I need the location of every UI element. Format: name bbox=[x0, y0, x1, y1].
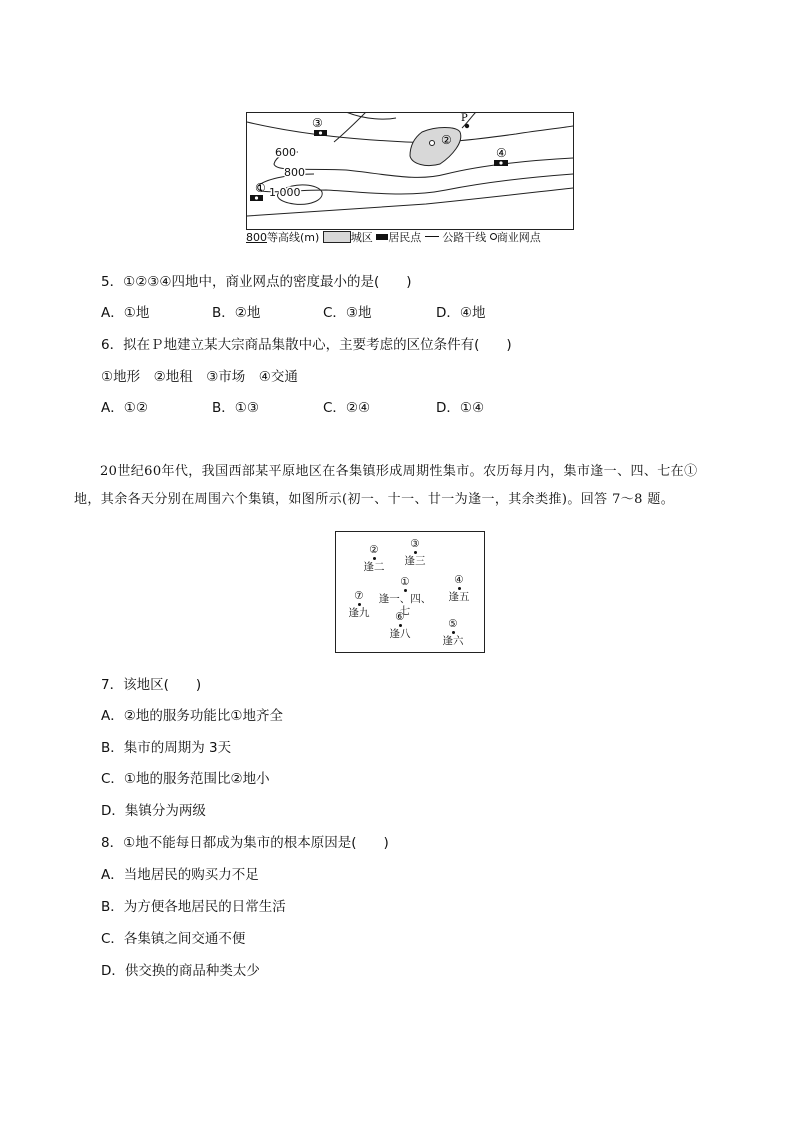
site-2-label: ② bbox=[441, 133, 452, 147]
q8-option-b: B．为方便各地居民的日常生活 bbox=[101, 899, 286, 915]
site-3-label: ③ bbox=[312, 116, 323, 130]
passage bbox=[74, 458, 722, 514]
q7-option-c: C．①地的服务范围比②地小 bbox=[101, 771, 270, 787]
legend-commercial: 商业网点 bbox=[496, 231, 541, 244]
legend-commercial-swatch bbox=[490, 233, 497, 240]
town-4-number: ④ bbox=[454, 574, 464, 586]
legend-city-swatch bbox=[323, 231, 351, 243]
town-6-label: 逢八 bbox=[389, 628, 411, 640]
q7-option-d: D．集镇分为两级 bbox=[101, 803, 206, 819]
town-3 bbox=[387, 538, 443, 567]
town-4-dot bbox=[458, 587, 461, 590]
legend-road-swatch bbox=[425, 236, 439, 237]
site-4-label: ④ bbox=[496, 146, 507, 160]
contour-600-label: 600 bbox=[275, 146, 296, 159]
contour-map bbox=[246, 112, 574, 230]
q6-option-c: C．②④ bbox=[323, 400, 371, 416]
legend-settlement-swatch bbox=[376, 234, 388, 240]
town-3-label: 逢三 bbox=[404, 555, 426, 567]
town-5-label: 逢六 bbox=[442, 635, 464, 647]
q7-stem: 7．该地区( ) bbox=[101, 677, 202, 693]
town-5-dot bbox=[452, 631, 455, 634]
town-3-dot bbox=[414, 551, 417, 554]
town-1-label: 逢一、四、七 bbox=[378, 593, 432, 617]
site-1-label: ① bbox=[255, 181, 266, 195]
p-label: P bbox=[461, 113, 468, 124]
q6-conditions: ①地形 ②地租 ③市场 ④交通 bbox=[101, 369, 298, 385]
q5-option-c: C．③地 bbox=[323, 305, 372, 321]
q6-option-d: D．①④ bbox=[436, 400, 485, 416]
contour-1000-label: 1 000 bbox=[269, 186, 301, 199]
p-point bbox=[465, 124, 469, 128]
town-7-dot bbox=[358, 603, 361, 606]
q5-option-b: B．②地 bbox=[212, 305, 261, 321]
town-4 bbox=[431, 574, 487, 603]
town-7-label: 逢九 bbox=[348, 607, 370, 619]
q7-option-b: B．集市的周期为 3天 bbox=[101, 740, 232, 756]
q8-option-d: D．供交换的商品种类太少 bbox=[101, 963, 260, 979]
town-1-number: ① bbox=[400, 576, 410, 588]
passage-line-1: 20世纪60年代，我国西部某平原地区在各集镇形成周期性集市。农历每月内，集市逢一、四、七在① bbox=[100, 464, 698, 479]
q7-option-a: A．②地的服务功能比①地齐全 bbox=[101, 708, 283, 724]
commercial-point bbox=[430, 141, 435, 146]
q5-option-a: A．①地 bbox=[101, 305, 150, 321]
q6-option-b: B．①③ bbox=[212, 400, 259, 416]
town-4-label: 逢五 bbox=[448, 591, 470, 603]
legend-road: 公路干线 bbox=[442, 231, 487, 244]
legend-city: 城区 bbox=[350, 231, 373, 244]
q5-stem: 5．①②③④四地中，商业网点的密度最小的是( ) bbox=[101, 274, 412, 290]
town-1-dot bbox=[404, 589, 407, 592]
town-6 bbox=[372, 611, 428, 640]
q8-option-c: C．各集镇之间交通不便 bbox=[101, 931, 246, 947]
market-town-figure bbox=[335, 531, 485, 653]
q5-option-d: D．④地 bbox=[436, 305, 486, 321]
passage-line-2: 地，其余各天分别在周围六个集镇，如图所示(初一、十一、廿一为逢一，其余类推)。回答 7～8 题。 bbox=[74, 492, 675, 507]
town-5 bbox=[425, 618, 481, 647]
town-3-number: ③ bbox=[410, 538, 420, 550]
town-6-number: ⑥ bbox=[395, 611, 405, 623]
q6-option-a: A．①② bbox=[101, 400, 148, 416]
contour-800-label: 800 bbox=[284, 166, 305, 179]
map-legend bbox=[246, 231, 541, 245]
q8-stem: 8．①地不能每日都成为集市的根本原因是( ) bbox=[101, 835, 389, 851]
legend-contour-value: 800 bbox=[246, 231, 267, 244]
town-2-dot bbox=[373, 557, 376, 560]
q6-stem: 6．拟在Ｐ地建立某大宗商品集散中心，主要考虑的区位条件有( ) bbox=[101, 337, 512, 353]
legend-contour: 等高线(m) bbox=[267, 231, 320, 244]
town-5-number: ⑤ bbox=[448, 618, 458, 630]
town-6-dot bbox=[399, 624, 402, 627]
town-7-number: ⑦ bbox=[354, 590, 364, 602]
town-2-number: ② bbox=[369, 544, 379, 556]
town-2-label: 逢二 bbox=[363, 561, 385, 573]
legend-settlement: 居民点 bbox=[388, 231, 422, 244]
q8-option-a: A．当地居民的购买力不足 bbox=[101, 867, 259, 883]
